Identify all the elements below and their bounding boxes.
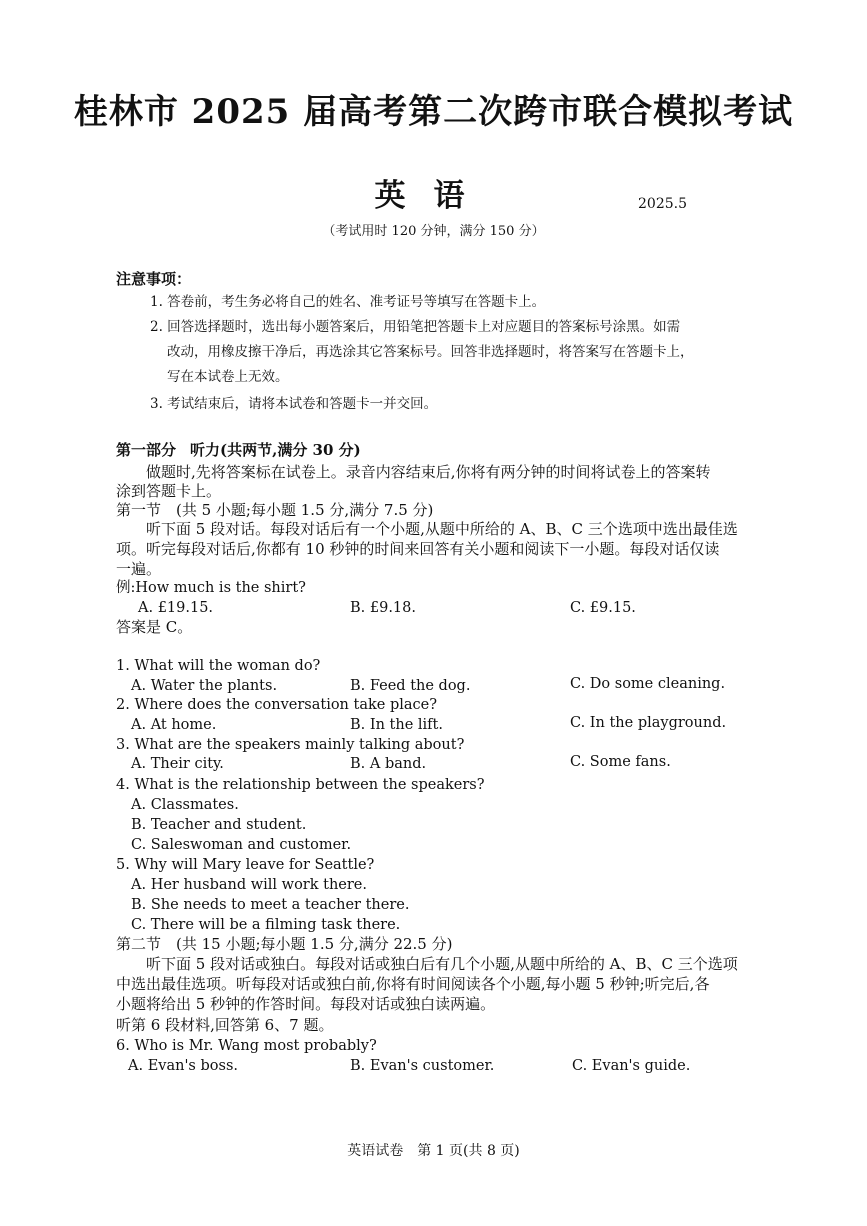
- question-5-option-a: A. Her husband will work there.: [131, 877, 368, 893]
- question-4: 4. What is the relationship between the speakers?: [116, 777, 485, 793]
- question-6-option-c: C. Evan's guide.: [572, 1058, 691, 1074]
- notice-item-2-line-1: 2. 回答选择题时，选出每小题答案后，用铅笔把答题卡上对应题目的答案标号涂黑。如需: [150, 319, 681, 335]
- part1-heading: [116, 440, 361, 460]
- part1-label: 第一部分: [116, 441, 177, 459]
- question-6-option-b: B. Evan's customer.: [350, 1058, 495, 1074]
- section1-instruction-line-1: 听下面 5 段对话。每段对话后有一个小题,从题中所给的 A、B、C 三个选项中选出最佳选: [146, 520, 738, 538]
- example-option-a: A. £19.15.: [138, 600, 214, 616]
- question-2-option-c: C. In the playground.: [570, 715, 727, 731]
- section1-instruction-line-2: 项。听完每段对话后,你都有 10 秒钟的时间来回答有关小题和阅读下一小题。每段对话仅读: [116, 540, 720, 558]
- question-3-option-c: C. Some fans.: [570, 754, 671, 770]
- section1-instruction-line-3: 一遍。: [116, 560, 162, 578]
- question-5-option-b: B. She needs to meet a teacher there.: [131, 897, 410, 913]
- part1-instruction-line-1: 做题时,先将答案标在试卷上。录音内容结束后,你将有两分钟的时间将试卷上的答案转: [146, 463, 711, 481]
- question-3-option-b: B. A band.: [350, 756, 427, 772]
- notice-item-2-line-2: 改动，用橡皮擦干净后，再选涂其它答案标号。回答非选择题时，将答案写在答题卡上，: [167, 344, 694, 360]
- section2-heading: 第二节 (共 15 小题;每小题 1.5 分,满分 22.5 分): [116, 935, 453, 953]
- exam-title: 桂林市 2025 届高考第二次跨市联合模拟考试: [73, 92, 794, 132]
- example-question: 例:How much is the shirt?: [116, 580, 306, 596]
- notice-item-2-line-3: 写在本试卷上无效。: [167, 369, 289, 385]
- question-6-option-a: A. Evan's boss.: [128, 1058, 238, 1074]
- question-3-option-a: A. Their city.: [131, 756, 224, 772]
- section2-instruction-line-2: 中选出最佳选项。听每段对话或独白前,你将有时间阅读各个小题,每小题 5 秒钟;听完后,各: [116, 975, 710, 993]
- example-answer: 答案是 C。: [116, 618, 193, 636]
- example-option-b: B. £9.18.: [350, 600, 416, 616]
- page-footer: 英语试卷 第 1 页(共 8 页): [347, 1143, 520, 1159]
- notice-item-3: 3. 考试结束后，请将本试卷和答题卡一并交回。: [150, 396, 438, 412]
- question-1-option-c: C. Do some cleaning.: [570, 676, 726, 692]
- question-1-option-b: B. Feed the dog.: [350, 678, 471, 694]
- section1-heading: 第一节 (共 5 小题;每小题 1.5 分,满分 7.5 分): [116, 501, 434, 519]
- question-6: 6. Who is Mr. Wang most probably?: [116, 1038, 377, 1054]
- question-2-option-b: B. In the lift.: [350, 717, 443, 733]
- question-5: 5. Why will Mary leave for Seattle?: [116, 857, 375, 873]
- notice-heading: 注意事项：: [116, 270, 192, 288]
- question-2: 2. Where does the conversation take place?: [116, 697, 437, 713]
- exam-date: 2025.5: [638, 196, 687, 212]
- question-1: 1. What will the woman do?: [116, 658, 321, 674]
- question-2-option-a: A. At home.: [131, 717, 217, 733]
- part1-heading-rest: 听力(共两节,满分 30 分): [190, 441, 361, 459]
- exam-duration: （考试用时 120 分钟，满分 150 分）: [322, 224, 545, 239]
- question-4-option-c: C. Saleswoman and customer.: [131, 837, 352, 853]
- material-6-instruction: 听第 6 段材料,回答第 6、7 题。: [116, 1016, 334, 1034]
- question-4-option-a: A. Classmates.: [131, 797, 239, 813]
- notice-item-1: 1. 答卷前，考生务必将自己的姓名、准考证号等填写在答题卡上。: [150, 294, 546, 310]
- question-3: 3. What are the speakers mainly talking about?: [116, 737, 465, 753]
- section2-instruction-line-1: 听下面 5 段对话或独白。每段对话或独白后有几个小题,从题中所给的 A、B、C 三个选项: [146, 955, 738, 973]
- question-5-option-c: C. There will be a filming task there.: [131, 917, 401, 933]
- example-option-c: C. £9.15.: [570, 600, 636, 616]
- part1-instruction-line-2: 涂到答题卡上。: [116, 482, 222, 500]
- section2-instruction-line-3: 小题将给出 5 秒钟的作答时间。每段对话或独白读两遍。: [116, 995, 496, 1013]
- question-1-option-a: A. Water the plants.: [131, 678, 278, 694]
- question-4-option-b: B. Teacher and student.: [131, 817, 307, 833]
- subject-title: 英语: [374, 178, 493, 214]
